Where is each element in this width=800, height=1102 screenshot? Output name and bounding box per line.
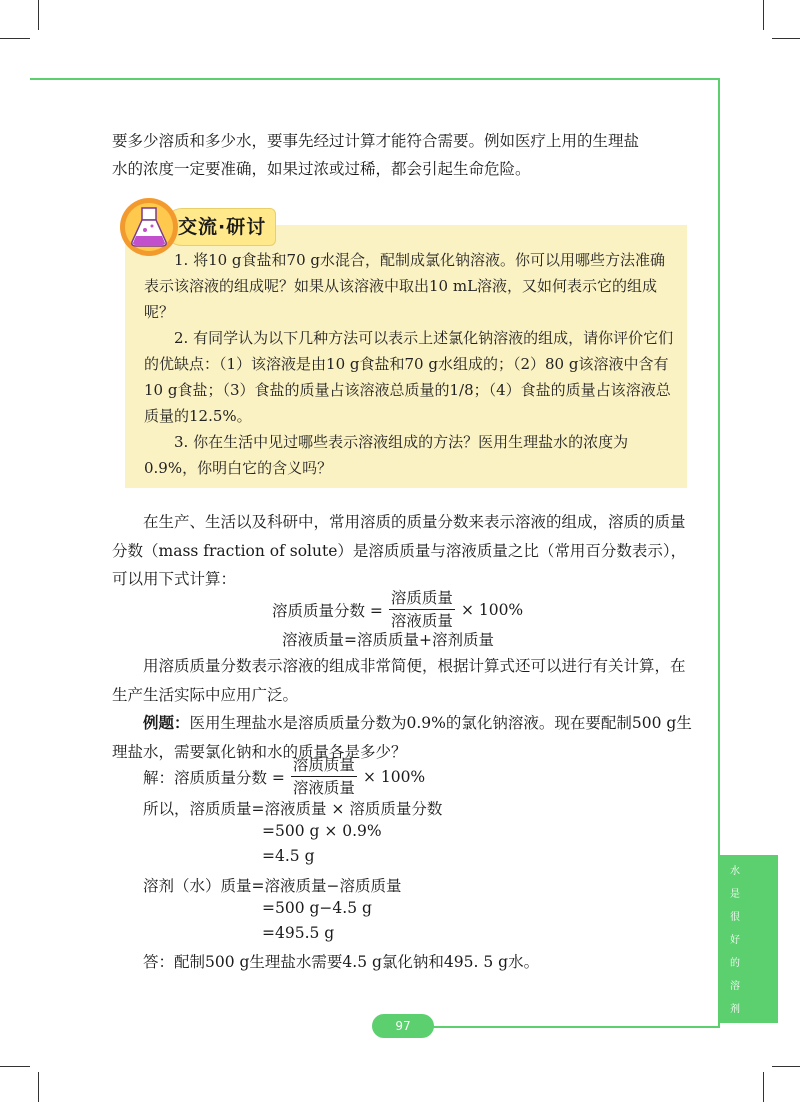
formula-denominator: 溶液质量 [390,612,453,630]
solution-line: 溶剂（水）质量=溶液质量−溶质质量 [143,877,402,895]
discussion-item: 3. 你在生活中见过哪些表示溶液组成的方法？医用生理盐水的浓度为0.9%，你明白它的含义吗？ [144,433,629,477]
side-tab-char: 剂 [730,1004,740,1015]
solution-numerator: 溶质质量 [291,755,357,777]
solution-line: =495.5 g [262,924,335,942]
frame-top-line [30,78,720,80]
solution-line: 所以，溶质质量=溶液质量 × 溶质质量分数 [143,800,443,818]
formula-rhs: × 100% [460,600,524,619]
solution-formula [143,755,425,798]
crop-mark [763,0,764,30]
body-paragraph-1: 在生产、生活以及科研中，常用溶质的质量分数来表示溶液的组成，溶质的质量分数（mass fraction of solute）是溶质质量与溶液质量之比（常用百分数表示），可以用下式计算： [112,513,687,588]
crop-mark [772,38,800,39]
solution-formula-rhs: × 100% [362,767,426,786]
example-label: 例题： [143,714,190,732]
side-tab-char: 水 [730,866,740,877]
frame-bottom-line [430,1026,720,1028]
discussion-heading: 交流·研讨 [178,216,267,238]
intro-line-2: 水的浓度一定要准确，如果过浓或过稀，都会引起生命危险。 [112,160,531,178]
formula-numerator: 溶质质量 [389,588,455,610]
example-text: 医用生理盐水是溶质质量分数为0.9%的氯化钠溶液。现在要配制500 g生理盐水，需要氯化钠和水的质量各是多少？ [112,714,692,761]
solution-mass-formula: 溶液质量=溶质质量+溶剂质量 [282,631,494,649]
formula-fraction [389,588,455,631]
solution-formula-fraction [291,755,357,798]
page-number: 97 [372,1014,434,1038]
solution-line: =4.5 g [262,847,315,865]
crop-mark [763,1072,764,1102]
crop-mark [38,0,39,30]
intro-line-1: 要多少溶质和多少水，要事先经过计算才能符合需要。例如医疗上用的生理盐 [112,132,640,150]
crop-mark [0,1066,30,1067]
side-tab-char: 的 [730,958,740,969]
side-tab-char: 好 [730,935,740,946]
mass-fraction-formula [272,588,523,631]
crop-mark [38,1072,39,1102]
body-paragraph-2: 用溶质质量分数表示溶液的组成非常简便，根据计算式还可以进行有关计算，在生产生活实际中应用广泛。 [112,657,686,704]
answer-line: 答：配制500 g生理盐水需要4.5 g氯化钠和495. 5 g水。 [143,953,540,971]
crop-mark [0,38,30,39]
side-tab-char: 是 [730,889,740,900]
side-tab-char: 很 [730,912,740,923]
solution-line: =500 g−4.5 g [262,899,372,917]
solution-denominator: 溶液质量 [292,779,355,797]
discussion-items [144,247,676,481]
crop-mark [772,1066,800,1067]
discussion-item: 1. 将10 g食盐和70 g水混合，配制成氯化钠溶液。你可以用哪些方法准确表示该溶液的组成呢？如果从该溶液中取出10 mL溶液，又如何表示它的组成呢？ [144,251,665,321]
solution-formula-lhs: 解：溶质质量分数 = [143,768,285,787]
side-tab-char: 溶 [730,981,740,992]
chapter-side-title [718,860,752,1021]
solution-line: =500 g × 0.9% [262,822,382,840]
discussion-item: 2. 有同学认为以下几种方法可以表示上述氯化钠溶液的组成，请你评价它们的优缺点：（1）该溶液是由10 g食盐和70 g水组成的；（2）80 g该溶液中含有10 g食盐；（3）食盐的质量占该溶液总质量的1/8；（4）食盐的质量占该溶液总质量的12.5%。 [144,329,674,425]
formula-lhs: 溶质质量分数 = [272,601,383,620]
